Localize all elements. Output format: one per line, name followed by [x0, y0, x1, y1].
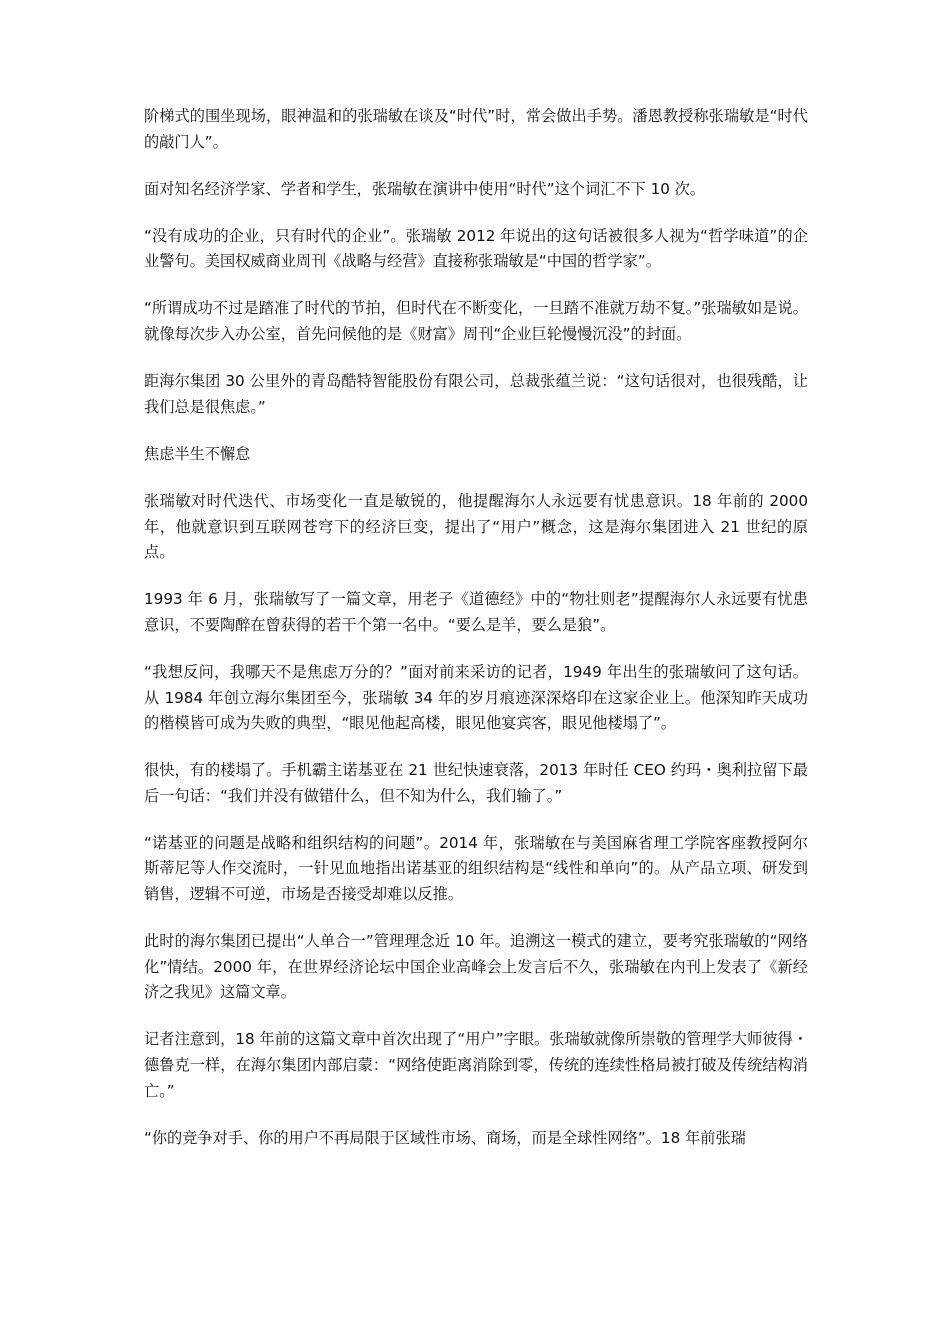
paragraph: “你的竞争对手、你的用户不再局限于区域性市场、商场，而是全球性网络”。18 年前张瑞 — [144, 1128, 746, 1147]
paragraph: 距海尔集团 30 公里外的青岛酷特智能股份有限公司，总裁张蕴兰说：“这句话很对，也很残酷，让我们总是很焦虑。” — [144, 372, 808, 416]
paragraph: 记者注意到，18 年前的这篇文章中首次出现了“用户”字眼。张瑞敏就像所崇敬的管理学大师彼得・德鲁克一样，在海尔集团内部启蒙：“网络使距离消除到零，传统的连续性格局被打破及传统结构消亡。” — [144, 1030, 808, 1100]
paragraph: “诺基亚的问题是战略和组织结构的问题”。2014 年，张瑞敏在与美国麻省理工学院客座教授阿尔斯蒂尼等人作交流时，一针见血地指出诺基亚的组织结构是“线性和单向”的。从产品立项、研发到销售，逻辑不可逆，市场是否接受却难以反推。 — [144, 833, 808, 904]
paragraph: “没有成功的企业，只有时代的企业”。张瑞敏 2012 年说出的这句话被很多人视为“哲学味道”的企业警句。美国权威商业周刊《战略与经营》直接称张瑞敏是“中国的哲学家”。 — [144, 226, 808, 271]
paragraph: 此时的海尔集团已提出“人单合一”管理理念近 10 年。追溯这一模式的建立，要考究张瑞敏的“网络化”情结。2000 年，在世界经济论坛中国企业高峰会上发言后不久，张瑞敏在内刊上发表了《新经济之我见》这篇文章。 — [144, 932, 808, 1002]
paragraph: 1993 年 6 月，张瑞敏写了一篇文章，用老子《道德经》中的“物壮则老”提醒海尔人永远要有忧患意识，不要陶醉在曾获得的若干个第一名中。“要么是羊，要么是狼”。 — [144, 590, 808, 634]
paragraph: 张瑞敏对时代迭代、市场变化一直是敏锐的，他提醒海尔人永远要有忧患意识。18 年前的 2000 年，他就意识到互联网苍穹下的经济巨变，提出了“用户”概念，这是海尔集团进入 21 世纪的原点。 — [144, 491, 808, 562]
section-heading: 焦虑半生不懈怠 — [144, 444, 251, 463]
paragraph: 阶梯式的围坐现场，眼神温和的张瑞敏在谈及“时代”时，常会做出手势。潘恩教授称张瑞敏是“时代的敲门人”。 — [144, 107, 808, 151]
paragraph: 很快，有的楼塌了。手机霸主诺基亚在 21 世纪快速衰落，2013 年时任 CEO 约玛・奥利拉留下最后一句话：“我们并没有做错什么，但不知为什么，我们输了。” — [144, 761, 808, 805]
paragraph: “我想反问，我哪天不是焦虑万分的？”面对前来采访的记者，1949 年出生的张瑞敏问了这句话。从 1984 年创立海尔集团至今，张瑞敏 34 年的岁月痕迹深深烙印在这家企业上。他深知昨天成功的楷模皆可成为失败的典型，“眼见他起高楼，眼见他宴宾客，眼见他楼塌了”。 — [144, 662, 808, 733]
paragraph: “所谓成功不过是踏准了时代的节拍，但时代在不断变化，一旦踏不准就万劫不复。”张瑞敏如是说。就像每次步入办公室，首先问候他的是《财富》周刊“企业巨轮慢慢沉没”的封面。 — [144, 299, 808, 344]
document-body — [144, 104, 808, 1173]
paragraph: 面对知名经济学家、学者和学生，张瑞敏在演讲中使用“时代”这个词汇不下 10 次。 — [144, 179, 706, 198]
